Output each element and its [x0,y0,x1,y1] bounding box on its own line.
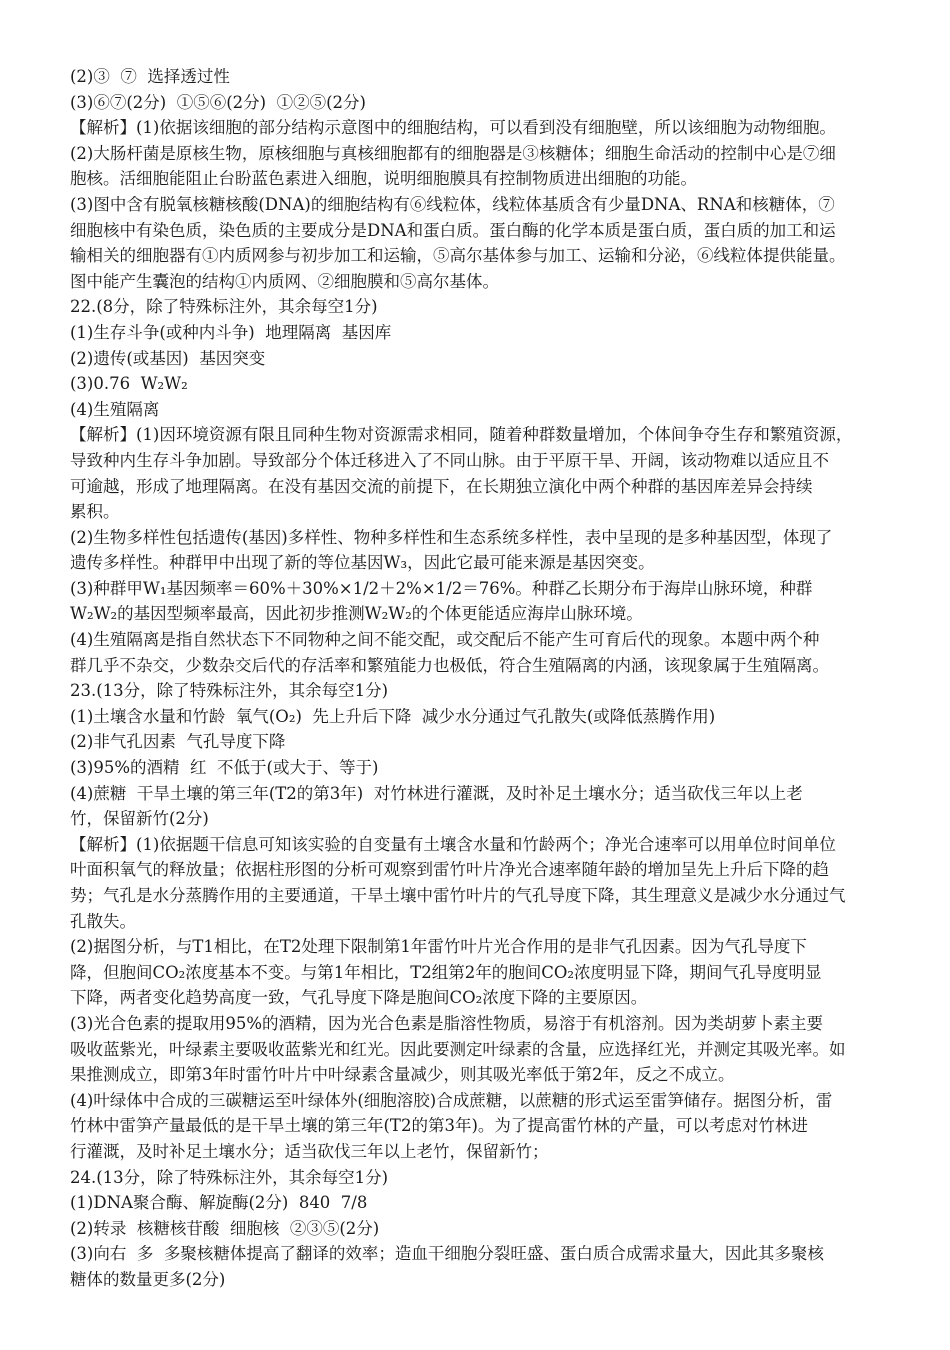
text-line: 【解析】(1)依据题干信息可知该实验的自变量有土壤含水量和竹龄两个；净光合速率可以用单位时间单位 [70,834,836,854]
text-line [70,1277,912,1287]
text-line: (4)蔗糖 干旱土壤的第三年(T2的第3年) 对竹林进行灌溉，及时补足土壤水分；适当砍伐三年以上老 [70,783,803,803]
text-line: (2)大肠杆菌是原核生物，原核细胞与真核细胞都有的细胞器是③核糖体；细胞生命活动的控制中心是⑦细 [70,143,836,163]
text-line: 遗传多样性。种群甲中出现了新的等位基因W₃，因此它最可能来源是基因突变。 [70,553,655,573]
text-line: (2)转录 核糖核苷酸 细胞核 ②③⑤(2分) [70,1218,380,1238]
text-line: (2)据图分析，与T1相比，在T2处理下限制第1年雷竹叶片光合作用的是非气孔因素。因为气孔导度下 [70,937,807,957]
text-line: (1)土壤含水量和竹龄 氧气(O₂) 先上升后下降 减少水分通过气孔散失(或降低蒸腾作用) [70,706,716,726]
text-line: 累积。 [70,502,120,522]
text-line: 图中能产生囊泡的结构①内质网、②细胞膜和⑤高尔基体。 [70,271,499,291]
text-line: 行灌溉，及时补足土壤水分；适当砍伐三年以上老竹，保留新竹； [70,1141,549,1161]
text-line: 糖体的数量更多(2分) [70,1269,226,1289]
text-line: 叶面积氧气的释放量；依据柱形图的分析可观察到雷竹叶片净光合速率随年龄的增加呈先上升后下降的趋 [70,860,829,880]
text-line: (4)生殖隔离 [70,399,160,419]
text-line: (3)0.76 W₂W₂ [70,374,188,394]
answer-text-block [70,64,912,1318]
text-line: (3)⑥⑦(2分) ①⑤⑥(2分) ①②⑤(2分) [70,92,366,112]
text-line: 孔散失。 [70,911,136,931]
text-line: (3)光合色素的提取用95%的酒精，因为光合色素是脂溶性物质，易溶于有机溶剂。因为类胡萝卜素主要 [70,1013,824,1033]
text-line: (3)向右 多 多聚核糖体提高了翻译的效率；造血干细胞分裂旺盛、蛋白质合成需求量大，因此其多聚核 [70,1244,824,1264]
text-line: (3)图中含有脱氧核糖核酸(DNA)的细胞结构有⑥线粒体，线粒体基质含有少量DNA、RNA和核糖体，⑦ [70,194,835,214]
text-line: (4)叶绿体中合成的三碳糖运至叶绿体外(细胞溶胶)合成蔗糖，以蔗糖的形式运至雷笋储存。据图分析，雷 [70,1090,833,1110]
text-line: 势；气孔是水分蒸腾作用的主要通道，干旱土壤中雷竹叶片的气孔导度下降，其生理意义是减少水分通过气 [70,886,846,905]
text-line: 竹林中雷笋产量最低的是干旱土壤的第三年(T2的第3年)。为了提高雷竹林的产量，可以考虑对竹林进 [70,1116,808,1136]
text-line: (2)③ ⑦ 选择透过性 [70,67,230,86]
text-line: (1)生存斗争(或种内斗争) 地理隔离 基因库 [70,322,392,342]
text-line: (2)生物多样性包括遗传(基因)多样性、物种多样性和生态系统多样性，表中呈现的是多种基因型，体现了 [70,527,833,547]
text-line: 竹，保留新竹(2分) [70,809,209,829]
text-line: 吸收蓝紫光，叶绿素主要吸收蓝紫光和红光。因此要测定叶绿素的含量，应选择红光，并测定其吸光率。如 [70,1039,846,1059]
text-line: 群几乎不杂交，少数杂交后代的存活率和繁殖能力也极低，符合生殖隔离的内涵，该现象属于生殖隔离。 [70,655,829,675]
text-line: 细胞核中有染色质，染色质的主要成分是DNA和蛋白质。蛋白酶的化学本质是蛋白质，蛋白质的加工和运 [70,220,836,240]
cut-off-line [70,1277,912,1287]
text-line: 输相关的细胞器有①内质网参与初步加工和运输，⑤高尔基体参与加工、运输和分泌，⑥线粒体提供能量。 [70,246,846,266]
text-line: (3)95%的酒精 红 不低于(或大于、等于) [70,758,379,778]
text-line [70,1293,912,1319]
text-line: 22.(8分，除了特殊标注外，其余每空1分) [70,297,378,317]
text-line: 23.(13分，除了特殊标注外，其余每空1分) [70,681,389,701]
text-line: 胞核。活细胞能阻止台盼蓝色素进入细胞，说明细胞膜具有控制物质进出细胞的功能。 [70,169,697,189]
text-line: (2)遗传(或基因) 基因突变 [70,348,266,368]
text-line: W₂W₂的基因型频率最高，因此初步推测W₂W₂的个体更能适应海岸山脉环境。 [70,604,643,624]
text-line: 24.(13分，除了特殊标注外，其余每空1分) [70,1167,389,1187]
text-line: 【解析】(1)依据该细胞的部分结构示意图中的细胞结构，可以看到没有细胞壁，所以该细胞为动物细胞。 [70,118,836,138]
text-line: 降，但胞间CO₂浓度基本不变。与第1年相比，T2组第2年的胞间CO₂浓度明显下降，期间气孔导度明显 [70,962,822,982]
text-line: 果推测成立，即第3年时雷竹叶片中叶绿素含量减少，则其吸光率低于第2年，反之不成立。 [70,1065,735,1085]
text-line: (2)非气孔因素 气孔导度下降 [70,732,286,752]
text-line: (3)种群甲W₁基因频率＝60%＋30%×1/2＋2%×1/2＝76%。种群乙长期分布于海岸山脉环境，种群 [70,578,813,598]
text-line: 可逾越，形成了地理隔离。在没有基因交流的前提下，在长期独立演化中两个种群的基因库差异会持续 [70,476,813,496]
text-line: (4)生殖隔离是指自然状态下不同物种之间不能交配，或交配后不能产生可育后代的现象。本题中两个种 [70,630,820,650]
text-line: (1)DNA聚合酶、解旋酶(2分) 840 7/8 [70,1193,368,1213]
text-line: 导致种内生存斗争加剧。导致部分个体迁移进入了不同山脉。由于平原干旱、开阔，该动物难以适应且不 [70,450,829,470]
text-line: 下降，两者变化趋势高度一致，气孔导度下降是胞间CO₂浓度下降的主要原因。 [70,988,648,1008]
text-line: 【解析】(1)因环境资源有限且同种生物对资源需求相同，随着种群数量增加，个体间争夺生存和繁殖资源， [70,425,853,445]
